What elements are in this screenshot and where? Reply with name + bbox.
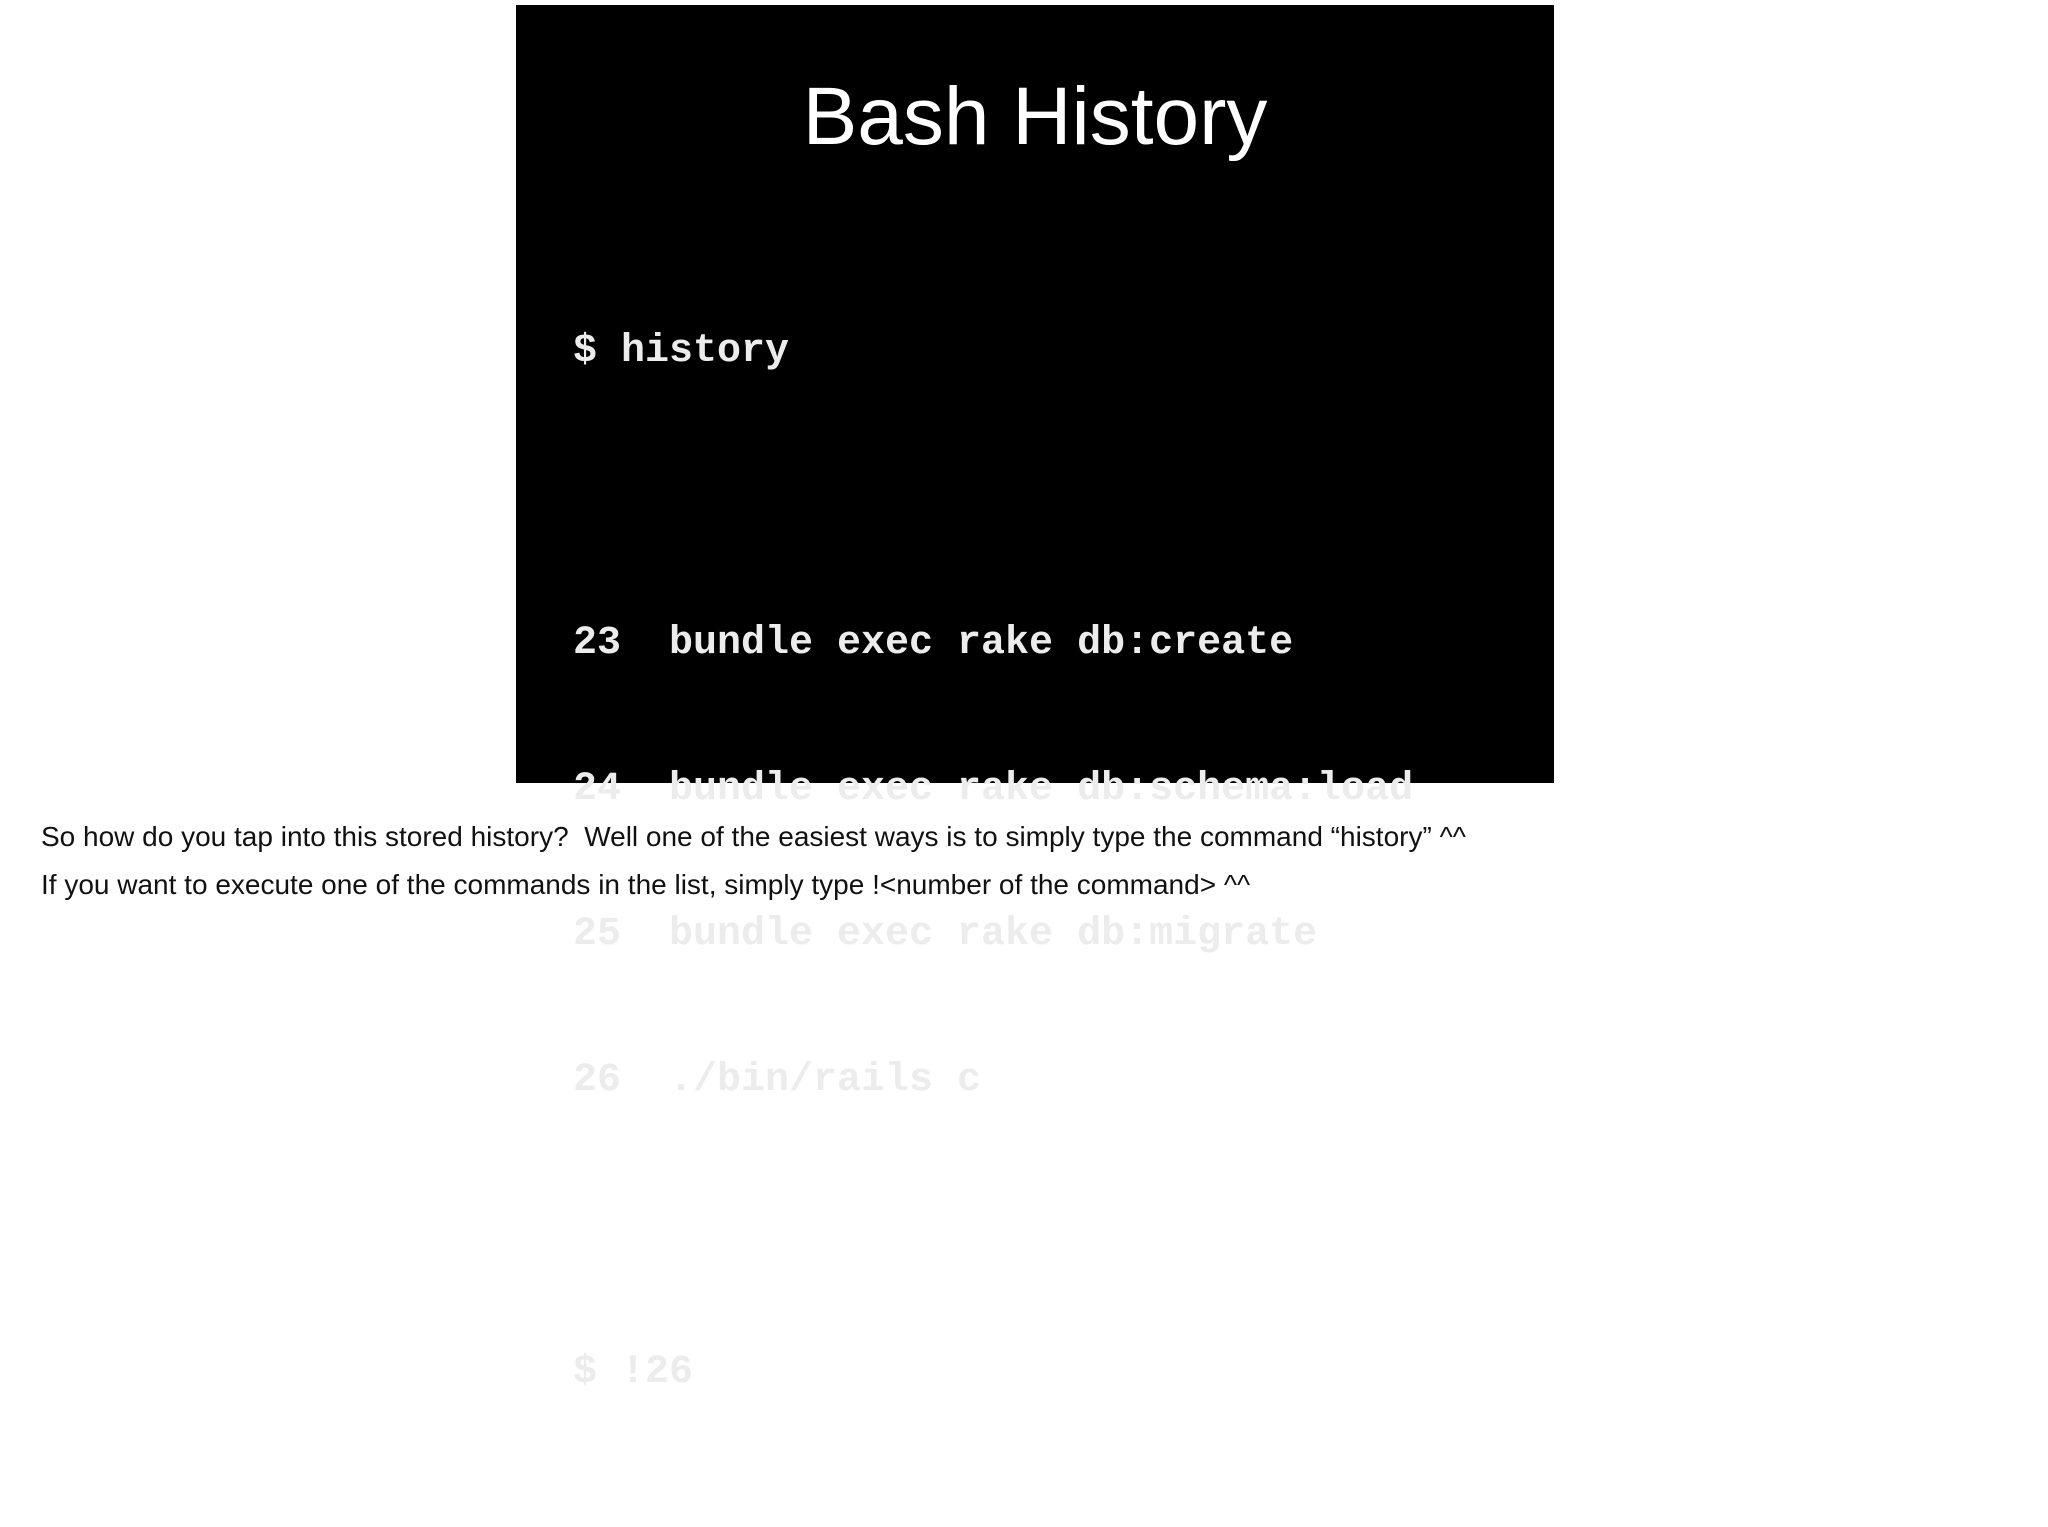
history-entry-command: bundle exec rake db:migrate: [669, 912, 1318, 958]
speaker-notes: [41, 813, 1466, 909]
blank-line: [573, 474, 1413, 523]
history-entry: [573, 766, 1413, 815]
slide-title: Bash History: [802, 71, 1268, 162]
history-entry-command: ./bin/rails c: [669, 1058, 982, 1104]
history-prompt: $ history: [573, 329, 790, 375]
rerun-prompt: $ !26: [573, 1349, 694, 1395]
history-entry: [573, 620, 1413, 669]
history-entry: [573, 911, 1413, 960]
history-entry-command: bundle exec rake db:schema:load: [669, 766, 1414, 812]
notes-line-2: If you want to execute one of the commands in the list, simply type !<number of the command> ^^: [41, 869, 1251, 900]
blank-line: [573, 1203, 1413, 1252]
history-entry-number: 26: [573, 1058, 622, 1104]
notes-line-1: So how do you tap into this stored history? Well one of the easiest ways is to simply type the command “history” ^^: [41, 821, 1466, 852]
history-entry-command: bundle exec rake db:create: [669, 620, 1294, 666]
history-entry-number: 24: [573, 766, 622, 812]
history-entry-number: 23: [573, 620, 622, 666]
history-entry: [573, 1057, 1413, 1106]
history-entry-number: 25: [573, 912, 622, 958]
